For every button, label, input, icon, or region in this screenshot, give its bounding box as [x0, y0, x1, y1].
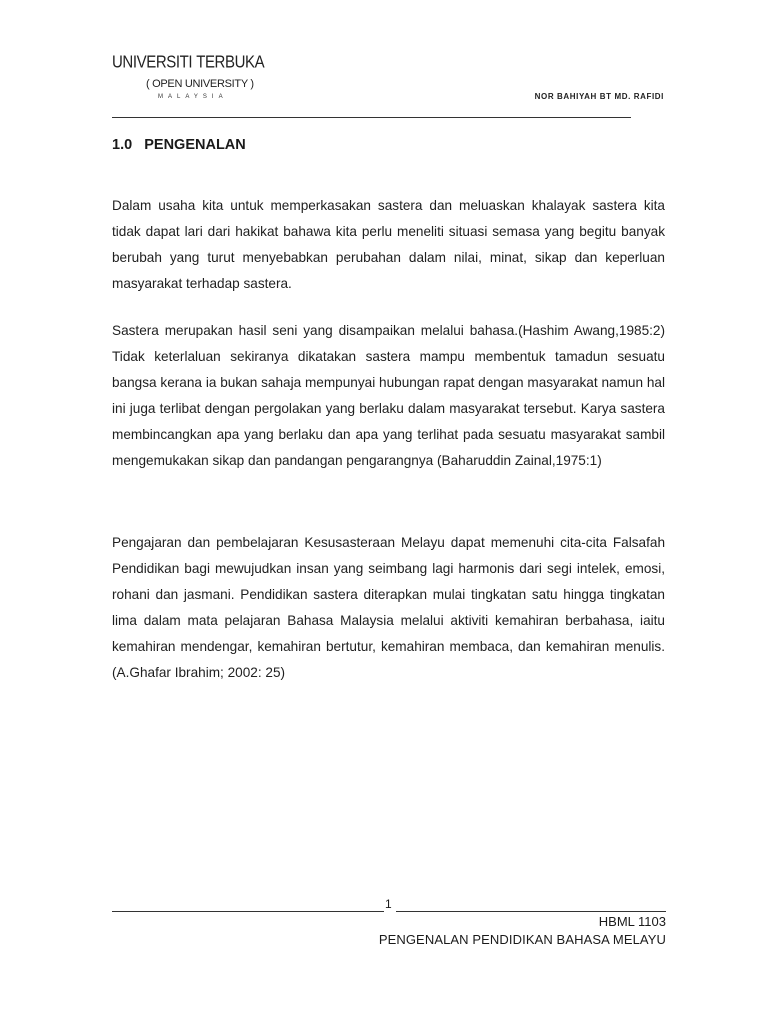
footer-divider-left [112, 911, 384, 912]
logo-word-universiti: UNIVERSITI [112, 52, 193, 72]
author-name: NOR BAHIYAH BT MD. RAFIDI [534, 92, 664, 101]
logo-word-terbuka: TERBUKA [196, 52, 265, 72]
logo-subtitle: ( OPEN UNIVERSITY ) [146, 78, 254, 90]
header-divider [112, 117, 631, 118]
course-name: PENGENALAN PENDIDIKAN BAHASA MELAYU [378, 932, 666, 947]
logo-country: MALAYSIA [158, 94, 228, 100]
university-logo [112, 50, 265, 106]
course-code: HBML 1103 [598, 914, 666, 929]
section-heading: 1.0 PENGENALAN [112, 137, 246, 153]
footer-divider-right [396, 911, 666, 912]
paragraph-1: Dalam usaha kita untuk memperkasakan sastera dan meluaskan khalayak sastera kita tidak dapat lari dari hakikat bahawa kita perlu meneliti situasi semasa yang begitu banyak berubah yang turut menyebabkan perubahan dalam nilai, minat, sikap dan keperluan masyarakat terhadap sastera. [112, 198, 665, 291]
paragraph-2: Sastera merupakan hasil seni yang disampaikan melalui bahasa.(Hashim Awang,1985:2) Tidak keterlaluan sekiranya dikatakan sastera mampu membentuk tamadun sesuatu bangsa kerana ia bukan sahaja mempunyai hubungan rapat dengan masyarakat namun hal ini juga terlibat dengan pergolakan yang berlaku dalam masyarakat tersebut. Karya sastera membincangkan apa yang berlaku dan apa yang terlihat pada sesuatu masyarakat sambil mengemukakan sikap dan pandangan pengarangnya (Baharuddin Zainal,1975:1) [112, 323, 665, 468]
page-number: 1 [385, 897, 392, 911]
paragraph-3: Pengajaran dan pembelajaran Kesusasteraan Melayu dapat memenuhi cita-cita Falsafah Pendidikan bagi mewujudkan insan yang seimbang lagi harmonis dari segi intelek, emosi, rohani dan jasmani. Pendidikan sastera diterapkan mulai tingkatan satu hingga tingkatan lima dalam mata pelajaran Bahasa Malaysia melalui aktiviti kemahiran berbahasa, iaitu kemahiran mendengar, kemahiran bertutur, kemahiran membaca, dan kemahiran menulis. (A.Ghafar Ibrahim; 2002: 25) [112, 535, 665, 680]
